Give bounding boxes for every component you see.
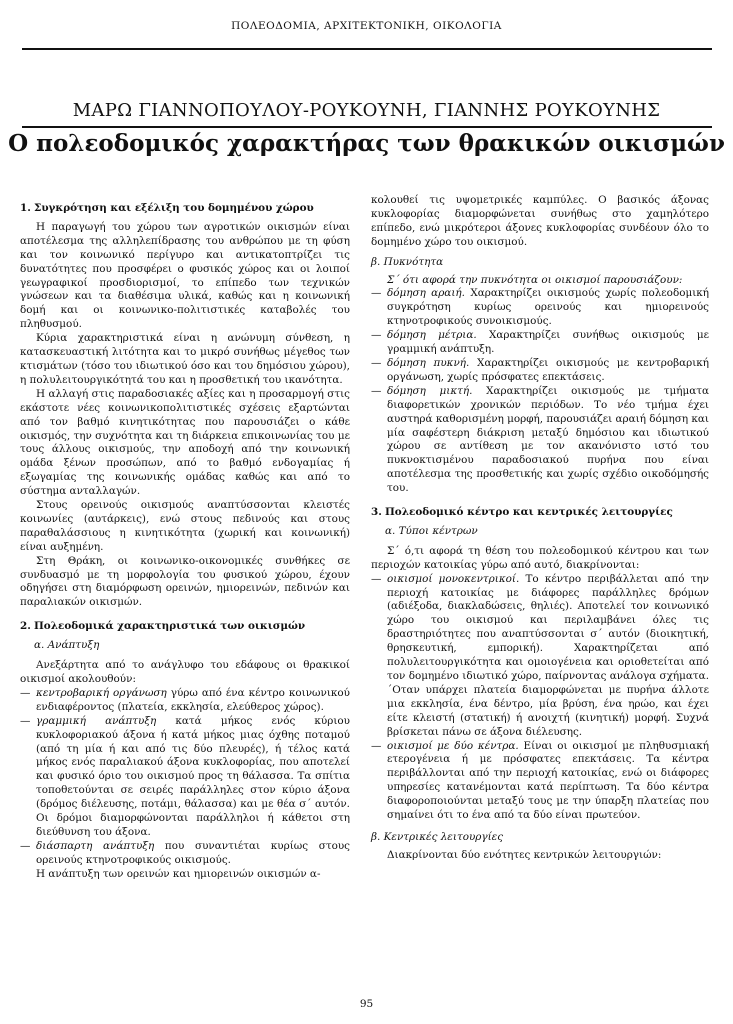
list-item (371, 329, 709, 357)
paragraph: Σ΄ ό,τι αφορά τη θέση του πολεοδομικού κέντρου και των περιοχών κατοικίας γύρω από αυτό, διακρίνονται: (371, 544, 709, 571)
paragraph: Στους ορεινούς οικισμούς αναπτύσσονται κλειστές κοινωνίες (αυτάρκεις), ενώ στους πεδινούς και στους παραθαλάσσιους η κινητικότητα (χωρική και κοινωνική) είναι αυξημένη. (20, 499, 350, 553)
paragraph: Ανεξάρτητα από το ανάγλυφο του εδάφους οι θρακικοί οικισμοί ακολουθούν: (20, 659, 350, 685)
subsection-heading: α. Τύποι κέντρων (385, 524, 478, 537)
list-item (20, 840, 350, 868)
list-text: Είναι οι οικισμοί με πληθυσμιακή ετερογένεια ή με πρόσφατες επεκτάσεις. Τα κέντρα περιβάλλονται από την περιοχή κατοικίας, ενώ οι διάφορες υπηρεσίες κατανέμονται κατά περίπτωση. Τα δύο κέντρα διαφοροποιούνται μεταξύ τους με την ύπαρξη πλατείας που σημαίνει ότι το ένα από τα δύο είναι πρωτεύον. (387, 739, 709, 822)
header-rule (22, 48, 712, 50)
paragraph: Σ΄ ότι αφορά την πυκνότητα οι οικισμοί παρουσιάζουν: (387, 273, 683, 286)
paragraph: Στη Θράκη, οι κοινωνικο-οικονομικές συνθήκες σε συνδυασμό με τη μορφολογία του φυσικού χώρου, έχουν οδηγήσει στη διαμόρφωση ορεινών, ημιορεινών, πεδινών και παραλιακών οικισμών. (20, 554, 350, 609)
paragraph: Η παραγωγή του χώρου των αγροτικών οικισμών είναι αποτέλεσμα της αλληλεπίδρασης του ανθρώπου με τη φύση και τον κοινωνικό περίγυρο και αντικατοπτρίζει τις δυνατότητες που προσφέρει ο φυσικός χώρος και οι λοιποί γεωγραφικοί προσδιορισμοί, το επίπεδο των τεχνικών γνώσεων και τα διαθέσιμα υλικά, καθώς και η κοινωνική δομή και οι κοινωνικο-πολιτιστικές καταβολές του πληθυσμού. (20, 220, 350, 331)
list-term: δόμηση μικτή. (387, 384, 473, 397)
list-term: δόμηση πυκνή. (387, 356, 470, 369)
list-item (20, 715, 350, 840)
list-term: γραμμική ανάπτυξη (36, 714, 157, 727)
list-term: δόμηση αραιή. (387, 287, 465, 300)
list-item (371, 357, 709, 385)
list-item (20, 687, 350, 715)
section-number: 2. (20, 620, 31, 633)
list-term: οικισμοί με δύο κέντρα. (387, 739, 519, 752)
left-column (20, 194, 350, 882)
section-number: 1. (20, 202, 31, 214)
list-text: Χαρακτηρίζει οικισμούς με τμήματα διαφορετικών χρονικών περιόδων. Το νέο τμήμα έχει αυστηρά καθορισμένη μορφή, παρουσιάζει αραιή δόμηση και μία σαφέστερη διάκριση μεταξύ δημόσιου και ιδιωτικού χώρου σε αντίθεση με τον ακανόνιστο ιστό του πυκνοκτισμένου παραδοσιακού πυρήνα που είναι αποτέλεσμα της προσθετικής και χωρίς σχέδιο οικοδόμησής του. (387, 384, 709, 495)
section-heading-1 (20, 202, 350, 216)
list-item (371, 740, 709, 823)
article-title: Ο πολεοδομικός χαρακτήρας των θρακικών οικισμών (8, 130, 725, 157)
right-column (371, 194, 709, 863)
list-text: Το κέντρο περιβάλλεται από την περιοχή κατοικίας με διάφορες παράλληλες δρόμων (αδιέξοδα, διακλαδώσεις, θηλιές). Αποτελεί τον κοινωνικό χώρο του οικισμού και περιλαμβάνει όλες τις δραστηριότητες που αναπτύσσονται σ΄ αυτόν (διοικητική, θρησκευτική, εμπορική). Χαρακτηρίζεται από πολυλειτουργικότητα και ομοιογένεια και οριοθετείται από τον δομημένο ιδιωτικό χώρο, παίρνοντας ανάλογα σχήματα. ΄Οταν υπάρχει πλατεία διαμορφώνεται με πυρήνα άλλοτε μια εκκλησία, ένα δέντρο, μία βρύση, ένα ηρώο, και έχει είτε κλειστή (στατική) ή ανοιχτή (κινητική) μορφή. Συχνά βρίσκεται πάνω σε άξονα διέλευσης. (387, 572, 709, 738)
list-text: που συναντιέται κυρίως στους ορεινούς κτηνοτροφικούς οικισμούς. (36, 839, 350, 866)
list-term: δόμηση μέτρια. (387, 329, 477, 342)
paragraph: Η αλλαγή στις παραδοσιακές αξίες και η προσαρμογή στις εκάστοτε νέες κοινωνικοπολιτιστικές σχέσεις εξαρτώνται από τον βαθμό κινητικότητας που παρουσιάζει ο κάθε οικισμός, την συχνότητα και τη διάρκεια επικοινωνίας του με τους άλλους οικισμούς, την αποδοχή από την κοινωνική ομάδα ξένων προσώπων, από το βαθμό ενδογαμίας ή εξωγαμίας της κοινωνικής ομάδας καθώς και από το σύστημα ανταλλαγών. (20, 387, 350, 498)
subsection-heading: α. Ανάπτυξη (34, 639, 100, 652)
list-item (371, 385, 709, 496)
section-title: Πολεοδομικά χαρακτηριστικά των οικισμών (34, 620, 306, 633)
section-title: Πολεοδομικό κέντρο και κεντρικές λειτουργίες (385, 506, 673, 519)
running-head: ΠΟΛΕΟΔΟΜΙΑ, ΑΡΧΙΤΕΚΤΟΝΙΚΗ, ΟΙΚΟΛΟΓΙΑ (231, 20, 502, 32)
title-rule (22, 126, 712, 128)
paragraph: κολουθεί τις υψομετρικές καμπύλες. Ο βασικός άξονας κυκλοφορίας διαμορφώνεται συνήθως στο χαμηλότερο επίπεδο, ενώ μικρότεροι άξονες κυκλοφορίας συνδέουν όλο το δομημένο χώρο του οικισμού. (371, 194, 709, 248)
list-text: Χαρακτηρίζει οικισμούς με κεντροβαρική οργάνωση, χωρίς πρόσφατες επεκτάσεις. (387, 356, 709, 383)
section-number: 3. (371, 506, 382, 519)
list-term: κεντροβαρική οργάνωση (36, 686, 167, 699)
page-number: 95 (359, 998, 374, 1010)
section-heading-3 (371, 506, 709, 520)
list-term: διάσπαρτη ανάπτυξη (36, 839, 155, 852)
subsection-heading: β. Πυκνότητα (371, 255, 444, 268)
paragraph: Κύρια χαρακτηριστικά είναι η ανώνυμη σύνθεση, η κατασκευαστική λιτότητα και το μικρό συνήθως μέγεθος των κτισμάτων (τόσο του ιδιωτικού όσο και του δημόσιου χώρου), η πολυλειτουργικότητά του και η προσθετική του ικανότητα. (20, 332, 350, 386)
paragraph: Η ανάπτυξη των ορεινών και ημιορεινών οικισμών α- (36, 867, 321, 880)
paragraph: Διακρίνονται δύο ενότητες κεντρικών λειτουργιών: (387, 848, 662, 861)
list-term: οικισμοί μονοκεντρικοί. (387, 572, 520, 585)
list-item (371, 573, 709, 740)
section-title: Συγκρότηση και εξέλιξη του δομημένου χώρου (34, 202, 314, 214)
list-text: Χαρακτηρίζει οικισμούς χωρίς πολεοδομική συγκρότηση κυρίως ορεινούς και ημιορεινούς κτηνοτροφικούς συνοικισμούς. (387, 287, 710, 328)
article-authors: ΜΑΡΩ ΓΙΑΝΝΟΠΟΥΛΟΥ-ΡΟΥΚΟΥΝΗ, ΓΙΑΝΝΗΣ ΡΟΥΚΟΥΝΗΣ (72, 100, 661, 121)
list-text: Χαρακτηρίζει συνήθως οικισμούς με γραμμική ανάπτυξη. (387, 329, 709, 356)
section-heading-2 (20, 620, 350, 634)
list-text: γύρω από ένα κέντρο κοινωνικού ενδιαφέροντος (πλατεία, εκκλησία, ελεύθερος χώρος). (36, 686, 350, 713)
list-item (371, 287, 709, 329)
subsection-heading: β. Κεντρικές λειτουργίες (371, 830, 504, 843)
list-text: κατά μήκος ενός κύριου κυκλοφοριακού άξονα ή κατά μήκος μιας όχθης ποταμού (από τη μία ή και από τις δύο πλευρές), ή τέλος κατά μήκος ενός παραλιακού άξονα κυκλοφορίας, που αποτελεί και φυσικό όριο του οικισμού προς τη θάλασσα. Τα σπίτια τοποθετούνται σε σειρές παράλληλες στον κύριο άξονα (δρόμος διέλευσης, ποτάμι, θάλασσα) και με θέα σ΄ αυτόν. Οι δρόμοι διαμορφώνονται παράλληλοι ή κάθετοι στη διεύθυνση του άξονα. (36, 714, 350, 838)
